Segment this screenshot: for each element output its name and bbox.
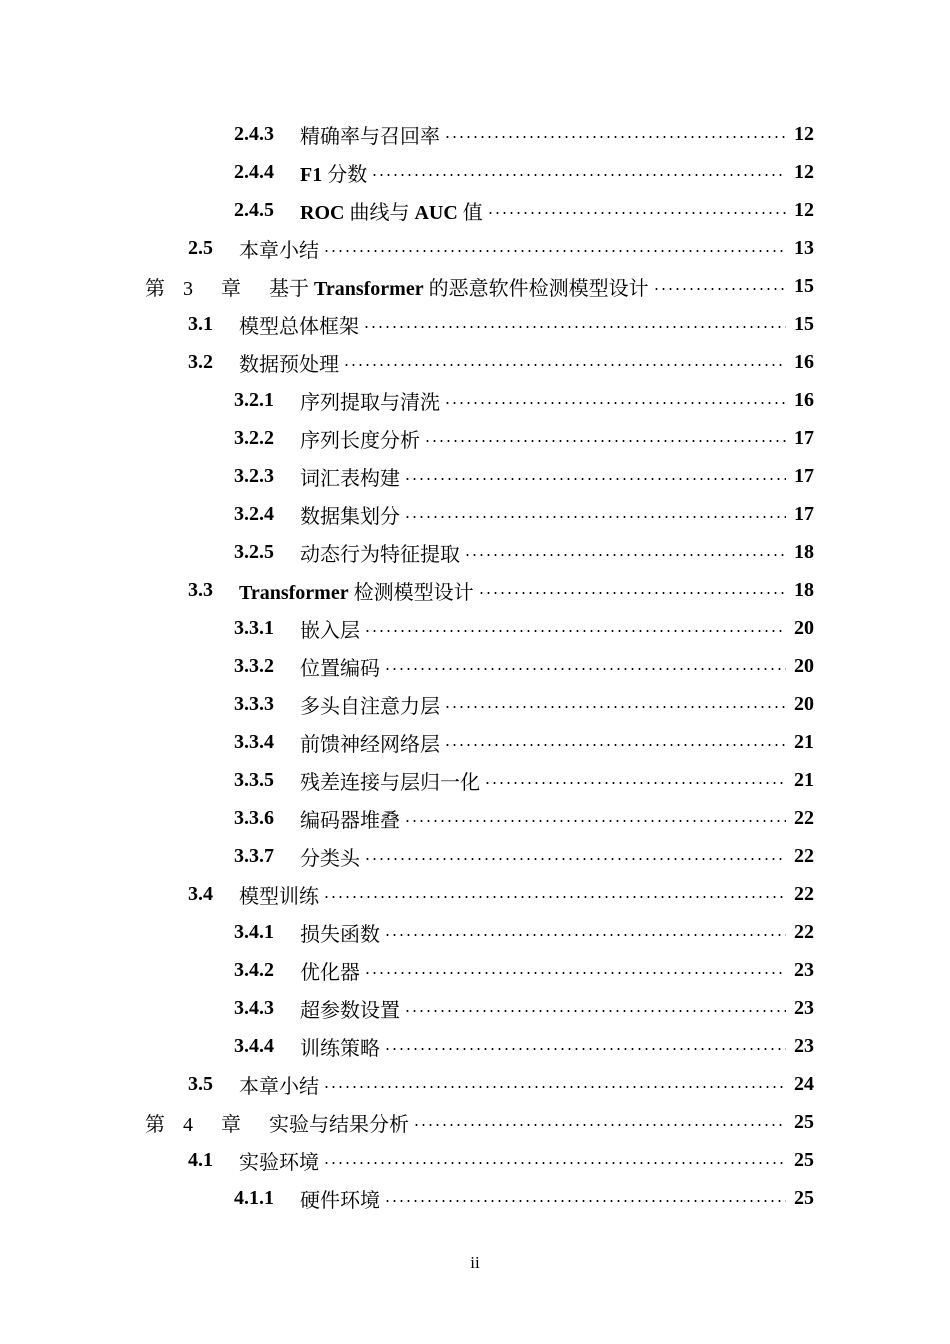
page-ref: 25: [794, 1148, 814, 1171]
page-ref: 17: [794, 426, 814, 449]
section-number: 3.3.6: [234, 806, 274, 829]
toc-entry[interactable]: [0, 305, 950, 343]
dot-leader: [413, 1124, 786, 1126]
section-title: 数据预处理: [239, 353, 339, 376]
page-ref: 16: [794, 350, 814, 373]
chapter-label-part: 4: [183, 1113, 193, 1136]
dot-leader: [323, 250, 786, 252]
toc-entry[interactable]: [0, 267, 950, 305]
dot-leader: [364, 858, 786, 860]
section-number: 3.4.3: [234, 996, 274, 1019]
section-title: 基于 Transformer 的恶意软件检测模型设计: [269, 277, 649, 300]
page-ref: 17: [794, 502, 814, 525]
dot-leader: [323, 896, 786, 898]
toc-entry[interactable]: [0, 1179, 950, 1217]
page-ref: 17: [794, 464, 814, 487]
page-ref: 12: [794, 160, 814, 183]
dot-leader: [444, 402, 786, 404]
page-ref: 23: [794, 996, 814, 1019]
section-number: 2.4.4: [234, 160, 274, 183]
section-number: 3.3.5: [234, 768, 274, 791]
section-title: ROC 曲线与 AUC 值: [300, 201, 483, 224]
chapter-label-part: 章: [221, 277, 241, 300]
section-title: 词汇表构建: [300, 467, 400, 490]
toc-entry[interactable]: [0, 495, 950, 533]
section-number: 3.5: [188, 1072, 213, 1095]
page-ref: 23: [794, 958, 814, 981]
toc-entry[interactable]: [0, 951, 950, 989]
section-title: 分类头: [300, 847, 360, 870]
section-number: 2.4.5: [234, 198, 274, 221]
section-title: 超参数设置: [300, 999, 400, 1022]
toc-entry[interactable]: [0, 571, 950, 609]
dot-leader: [363, 326, 786, 328]
page-ref: 18: [794, 540, 814, 563]
page-ref: 15: [794, 274, 814, 297]
section-title: 本章小结: [239, 1075, 319, 1098]
section-title: 实验环境: [239, 1151, 319, 1174]
toc-entry[interactable]: [0, 343, 950, 381]
dot-leader: [323, 1086, 786, 1088]
page-ref: 20: [794, 692, 814, 715]
page-ref: 22: [794, 920, 814, 943]
page-ref: 22: [794, 844, 814, 867]
page-ref: 15: [794, 312, 814, 335]
toc-entry[interactable]: [0, 1065, 950, 1103]
section-title: Transformer 检测模型设计: [239, 581, 474, 604]
section-title: 前馈神经网络层: [300, 733, 440, 756]
dot-leader: [404, 516, 786, 518]
page-ref: 12: [794, 122, 814, 145]
toc-entry[interactable]: [0, 875, 950, 913]
page-number: ii: [470, 1253, 480, 1272]
toc-entry[interactable]: [0, 381, 950, 419]
section-title: 序列提取与清洗: [300, 391, 440, 414]
section-number: 3.4.1: [234, 920, 274, 943]
page-ref: 22: [794, 882, 814, 905]
page-ref: 18: [794, 578, 814, 601]
section-title: 多头自注意力层: [300, 695, 440, 718]
dot-leader: [384, 1048, 786, 1050]
dot-leader: [464, 554, 786, 556]
page-ref: 21: [794, 768, 814, 791]
toc-entry[interactable]: [0, 609, 950, 647]
page-ref: 25: [794, 1110, 814, 1133]
section-title: 位置编码: [300, 657, 380, 680]
page-ref: 21: [794, 730, 814, 753]
page-ref: 25: [794, 1186, 814, 1209]
dot-leader: [384, 668, 786, 670]
section-number: 3.3.1: [234, 616, 274, 639]
dot-leader: [653, 288, 786, 290]
dot-leader: [444, 744, 786, 746]
dot-leader: [404, 820, 786, 822]
toc-entry[interactable]: [0, 115, 950, 153]
section-number: 3.1: [188, 312, 213, 335]
page-ref: 20: [794, 616, 814, 639]
section-number: 3.3.2: [234, 654, 274, 677]
toc-entry[interactable]: [0, 761, 950, 799]
toc-entry[interactable]: [0, 1027, 950, 1065]
chapter-label: [145, 272, 269, 301]
section-number: 3.4.2: [234, 958, 274, 981]
page-ref: 12: [794, 198, 814, 221]
section-number: 3.2.5: [234, 540, 274, 563]
page-ref: 24: [794, 1072, 814, 1095]
section-number: 3.2.2: [234, 426, 274, 449]
section-number: 3.3.7: [234, 844, 274, 867]
section-title: 动态行为特征提取: [300, 543, 460, 566]
section-number: 3.3.4: [234, 730, 274, 753]
toc-entry[interactable]: [0, 837, 950, 875]
section-number: 3.3: [188, 578, 213, 601]
section-number: 3.3.3: [234, 692, 274, 715]
table-of-contents: [0, 115, 950, 1217]
section-number: 3.4.4: [234, 1034, 274, 1057]
toc-entry[interactable]: [0, 457, 950, 495]
toc-entry[interactable]: [0, 989, 950, 1027]
toc-entry[interactable]: [0, 229, 950, 267]
dot-leader: [404, 1010, 786, 1012]
dot-leader: [384, 934, 786, 936]
section-title: 嵌入层: [300, 619, 360, 642]
section-title: 本章小结: [239, 239, 319, 262]
section-title: 模型总体框架: [239, 315, 359, 338]
section-number: 4.1: [188, 1148, 213, 1171]
toc-entry[interactable]: [0, 191, 950, 229]
dot-leader: [478, 592, 786, 594]
toc-entry[interactable]: [0, 1141, 950, 1179]
toc-entry[interactable]: [0, 723, 950, 761]
section-title: 实验与结果分析: [269, 1113, 409, 1136]
section-title: 精确率与召回率: [300, 125, 440, 148]
dot-leader: [484, 782, 786, 784]
section-number: 3.2.1: [234, 388, 274, 411]
toc-entry[interactable]: [0, 913, 950, 951]
chapter-label-part: 章: [221, 1113, 241, 1136]
page-ref: 13: [794, 236, 814, 259]
dot-leader: [424, 440, 786, 442]
dot-leader: [323, 1162, 786, 1164]
section-title: 硬件环境: [300, 1189, 380, 1212]
chapter-label-part: 第: [145, 277, 165, 300]
dot-leader: [343, 364, 786, 366]
section-title: F1 分数: [300, 163, 368, 186]
toc-entry[interactable]: [0, 647, 950, 685]
section-title: 训练策略: [300, 1037, 380, 1060]
section-title: 数据集划分: [300, 505, 400, 528]
dot-leader: [364, 972, 786, 974]
dot-leader: [444, 706, 786, 708]
page-ref: 23: [794, 1034, 814, 1057]
section-number: 3.2.4: [234, 502, 274, 525]
toc-entry[interactable]: [0, 533, 950, 571]
section-title: 优化器: [300, 961, 360, 984]
page-ref: 22: [794, 806, 814, 829]
section-number: 3.2: [188, 350, 213, 373]
section-title: 序列长度分析: [300, 429, 420, 452]
toc-entry[interactable]: [0, 1103, 950, 1141]
dot-leader: [487, 212, 786, 214]
chapter-label-part: 3: [183, 277, 193, 300]
page-ref: 16: [794, 388, 814, 411]
toc-entry[interactable]: [0, 153, 950, 191]
section-title: 损失函数: [300, 923, 380, 946]
toc-entry[interactable]: [0, 419, 950, 457]
dot-leader: [364, 630, 786, 632]
section-number: 2.5: [188, 236, 213, 259]
chapter-label-part: 第: [145, 1113, 165, 1136]
section-number: 4.1.1: [234, 1186, 274, 1209]
dot-leader: [444, 136, 786, 138]
section-number: 3.4: [188, 882, 213, 905]
toc-entry[interactable]: [0, 799, 950, 837]
dot-leader: [371, 174, 786, 176]
dot-leader: [384, 1200, 786, 1202]
section-number: 2.4.3: [234, 122, 274, 145]
toc-entry[interactable]: [0, 685, 950, 723]
section-title: 模型训练: [239, 885, 319, 908]
dot-leader: [404, 478, 786, 480]
section-number: 3.2.3: [234, 464, 274, 487]
page-ref: 20: [794, 654, 814, 677]
section-title: 残差连接与层归一化: [300, 771, 480, 794]
section-title: 编码器堆叠: [300, 809, 400, 832]
chapter-label: [145, 1108, 269, 1137]
